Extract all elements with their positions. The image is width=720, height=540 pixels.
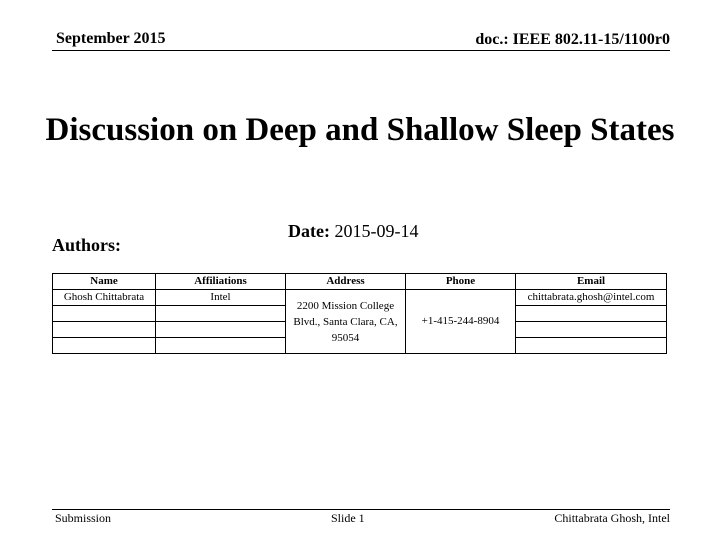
empty-cell — [156, 306, 286, 322]
col-header-name: Name — [53, 274, 156, 290]
col-header-email: Email — [516, 274, 667, 290]
authors-table-header-row — [53, 274, 667, 290]
empty-cell — [53, 322, 156, 338]
empty-cell — [156, 338, 286, 354]
footer-divider — [52, 509, 670, 510]
footer-author: Chittabrata Ghosh, Intel — [554, 511, 670, 525]
col-header-address: Address — [286, 274, 406, 290]
author-address: 2200 Mission College Blvd., Santa Clara, CA, 95054 — [286, 290, 406, 354]
date-value: 2015-09-14 — [334, 221, 419, 241]
header-date: September 2015 — [56, 30, 166, 47]
author-email: chittabrata.ghosh@intel.com — [516, 290, 667, 306]
col-header-affiliations: Affiliations — [156, 274, 286, 290]
author-affiliation: Intel — [156, 290, 286, 306]
empty-cell — [516, 322, 667, 338]
date-label: Date: — [288, 221, 330, 241]
empty-cell — [516, 306, 667, 322]
col-header-phone: Phone — [406, 274, 516, 290]
empty-cell — [156, 322, 286, 338]
header-divider — [52, 50, 670, 51]
author-name: Ghosh Chittabrata — [53, 290, 156, 306]
authors-label: Authors: — [52, 235, 122, 255]
author-phone: +1-415-244-8904 — [406, 290, 516, 354]
empty-cell — [53, 306, 156, 322]
date-line — [288, 221, 418, 242]
empty-cell — [53, 338, 156, 354]
empty-cell — [516, 338, 667, 354]
slide-title: Discussion on Deep and Shallow Sleep States — [45, 112, 675, 148]
footer-slide-number: Slide 1 — [331, 511, 365, 525]
footer-submission: Submission — [55, 511, 112, 525]
header-doc-id: doc.: IEEE 802.11-15/1100r0 — [475, 31, 670, 48]
authors-table — [52, 273, 667, 354]
table-row — [53, 290, 667, 306]
